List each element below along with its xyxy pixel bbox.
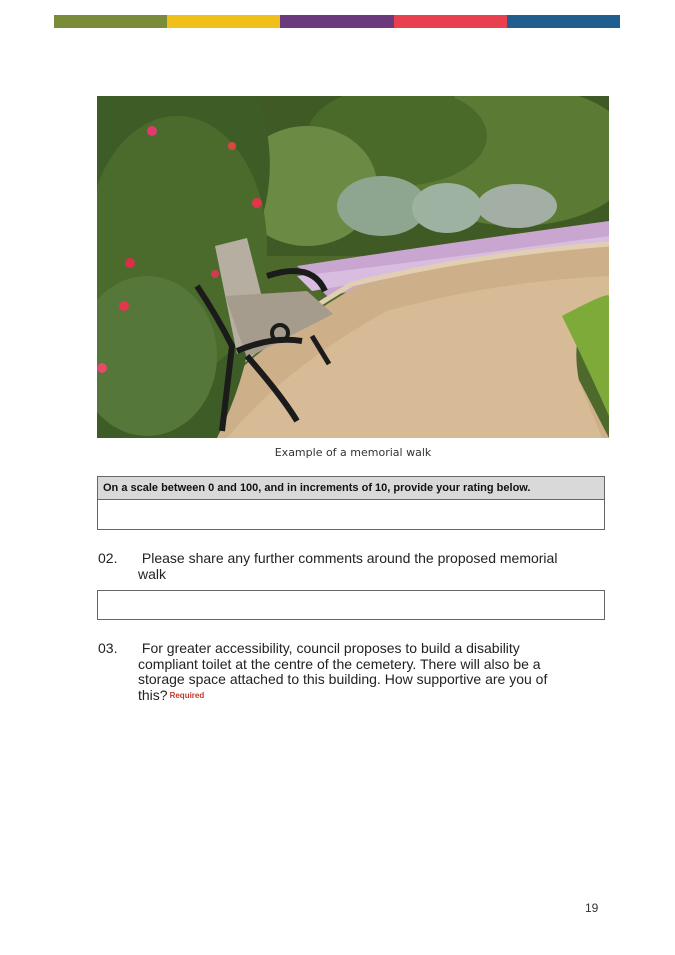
color-bar-segment-yellow — [167, 15, 280, 28]
question-02-label: Please share any further comments around the proposed memorial walk — [138, 550, 558, 582]
rating-table — [97, 476, 605, 530]
rating-prompt: On a scale between 0 and 100, and in increments of 10, provide your rating below. — [98, 477, 604, 500]
figure-caption: Example of a memorial walk — [274, 446, 432, 459]
question-02-number: 02. — [98, 550, 118, 566]
color-bar-segment-purple — [280, 15, 393, 28]
question-03-text — [98, 640, 558, 703]
comments-input[interactable] — [97, 590, 605, 620]
question-02 — [98, 550, 558, 582]
question-03-label: For greater accessibility, council proposes to build a disability compliant toilet at the centre of the cemetery. There will also be a storage space attached to this building. How supportive are you of this? — [138, 640, 548, 703]
question-02-text — [98, 550, 558, 582]
required-badge: Required — [169, 690, 205, 700]
rating-input[interactable] — [98, 500, 604, 528]
question-03 — [98, 640, 558, 703]
page-number: 19 — [585, 901, 599, 915]
color-bar-segment-green — [54, 15, 167, 28]
color-bar-segment-blue — [507, 15, 620, 28]
color-bar-segment-red — [394, 15, 507, 28]
question-03-number: 03. — [98, 640, 118, 656]
memorial-walk-photo — [97, 96, 609, 438]
header-color-bar — [54, 15, 620, 28]
